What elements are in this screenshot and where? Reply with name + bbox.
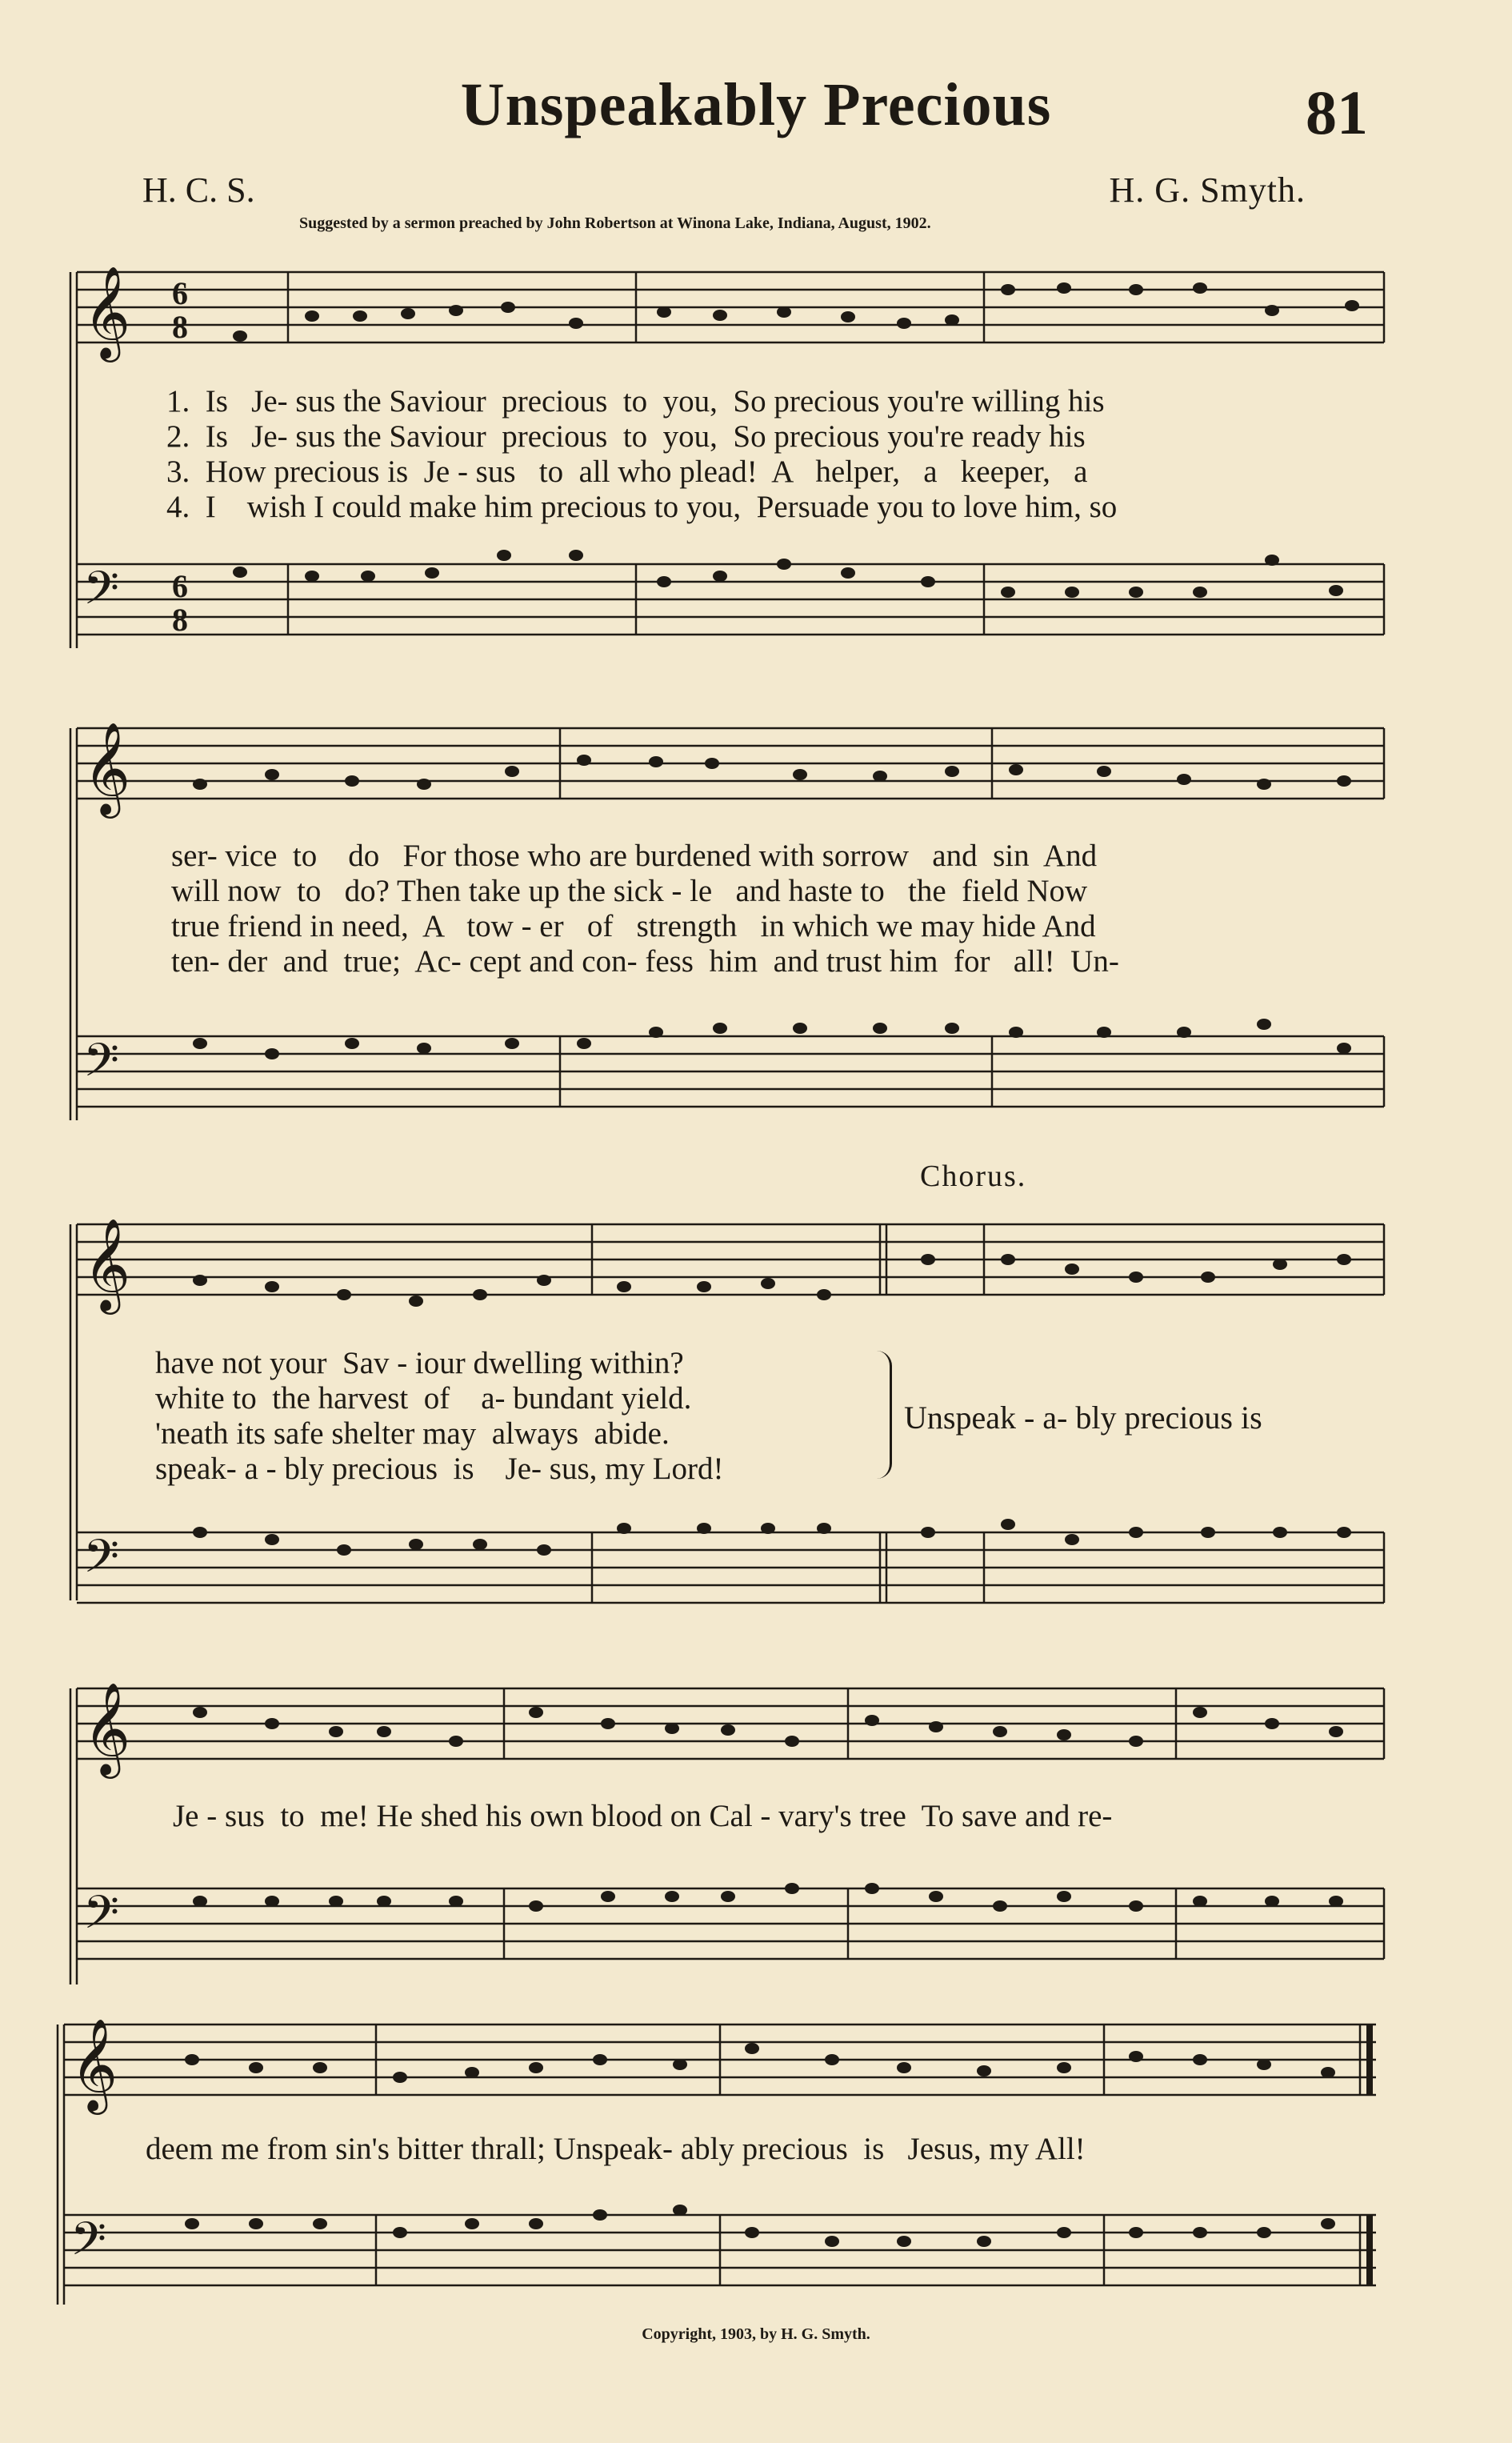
svg-text:𝄢: 𝄢 — [83, 1888, 120, 1950]
verse-lyrics-line: 4. I wish I could make him precious to you, Persuade you to love him, so — [166, 490, 1118, 524]
treble-clef-icon: 𝄞 — [83, 268, 131, 357]
suggested-note: Suggested by a sermon preached by John Robertson at Winona Lake, Indiana, August, 1902. — [299, 214, 931, 232]
verse-lyrics-line: 3. How precious is Je - sus to all who plead! A helper, a keeper, a — [166, 455, 1088, 489]
verse-lyrics-line: speak- a - bly precious is Je- sus, my Lord! — [155, 1452, 724, 1486]
verse-lyrics-line: true friend in need, A tow - er of strength in which we may hide And — [171, 909, 1096, 943]
svg-text:8: 8 — [172, 602, 188, 638]
svg-text:𝄞: 𝄞 — [70, 2020, 118, 2109]
svg-text:𝄢: 𝄢 — [83, 1036, 120, 1098]
chorus-lyrics: Unspeak - a- bly precious is — [904, 1400, 1262, 1436]
verse-lyrics-line: 1. Is Je- sus the Saviour precious to you, So precious you're willing his — [166, 384, 1105, 419]
bass-clef-icon: 𝄢 — [83, 564, 120, 626]
chorus-lyrics-line: Je - sus to me! He shed his own blood on Cal - vary's tree To save and re- — [173, 1799, 1113, 1833]
verse-lyrics-line: ser- vice to do For those who are burdened with sorrow and sin And — [171, 839, 1098, 873]
page-number: 81 — [1306, 78, 1368, 147]
verse-lyrics-line: white to the harvest of a- bundant yield. — [155, 1381, 692, 1416]
chorus-lyrics-line: deem me from sin's bitter thrall; Unspeak- ably precious is Jesus, my All! — [146, 2132, 1086, 2166]
svg-text:𝄢: 𝄢 — [70, 2215, 107, 2277]
svg-text:8: 8 — [172, 309, 188, 345]
verse-lyrics-line: ten- der and true; Ac- cept and con- fess him and trust him for all! Un- — [171, 944, 1119, 979]
verse-bracket — [877, 1351, 892, 1479]
time-signature-icon: 6 — [172, 275, 188, 311]
treble-staff — [77, 272, 1384, 342]
svg-text:𝄞: 𝄞 — [83, 1220, 131, 1309]
chorus-label: Chorus. — [920, 1159, 1027, 1193]
lyricist-credit: H. C. S. — [142, 170, 255, 210]
svg-text:𝄞: 𝄞 — [83, 1684, 131, 1773]
verse-lyrics-line: 2. Is Je- sus the Saviour precious to you, So precious you're ready his — [166, 419, 1086, 454]
svg-text:6: 6 — [172, 568, 188, 604]
bass-staff — [77, 564, 1384, 635]
hymn-title: Unspeakably Precious — [460, 71, 1052, 138]
svg-text:𝄢: 𝄢 — [83, 1532, 120, 1594]
verse-lyrics-line: 'neath its safe shelter may always abide. — [155, 1416, 670, 1451]
verse-lyrics-line: will now to do? Then take up the sick - le and haste to the field Now — [171, 874, 1088, 908]
verse-lyrics-line: have not your Sav - iour dwelling within? — [155, 1346, 684, 1380]
svg-text:𝄞: 𝄞 — [83, 724, 131, 813]
composer-credit: H. G. Smyth. — [1109, 170, 1306, 210]
copyright-notice: Copyright, 1903, by H. G. Smyth. — [642, 2325, 870, 2343]
